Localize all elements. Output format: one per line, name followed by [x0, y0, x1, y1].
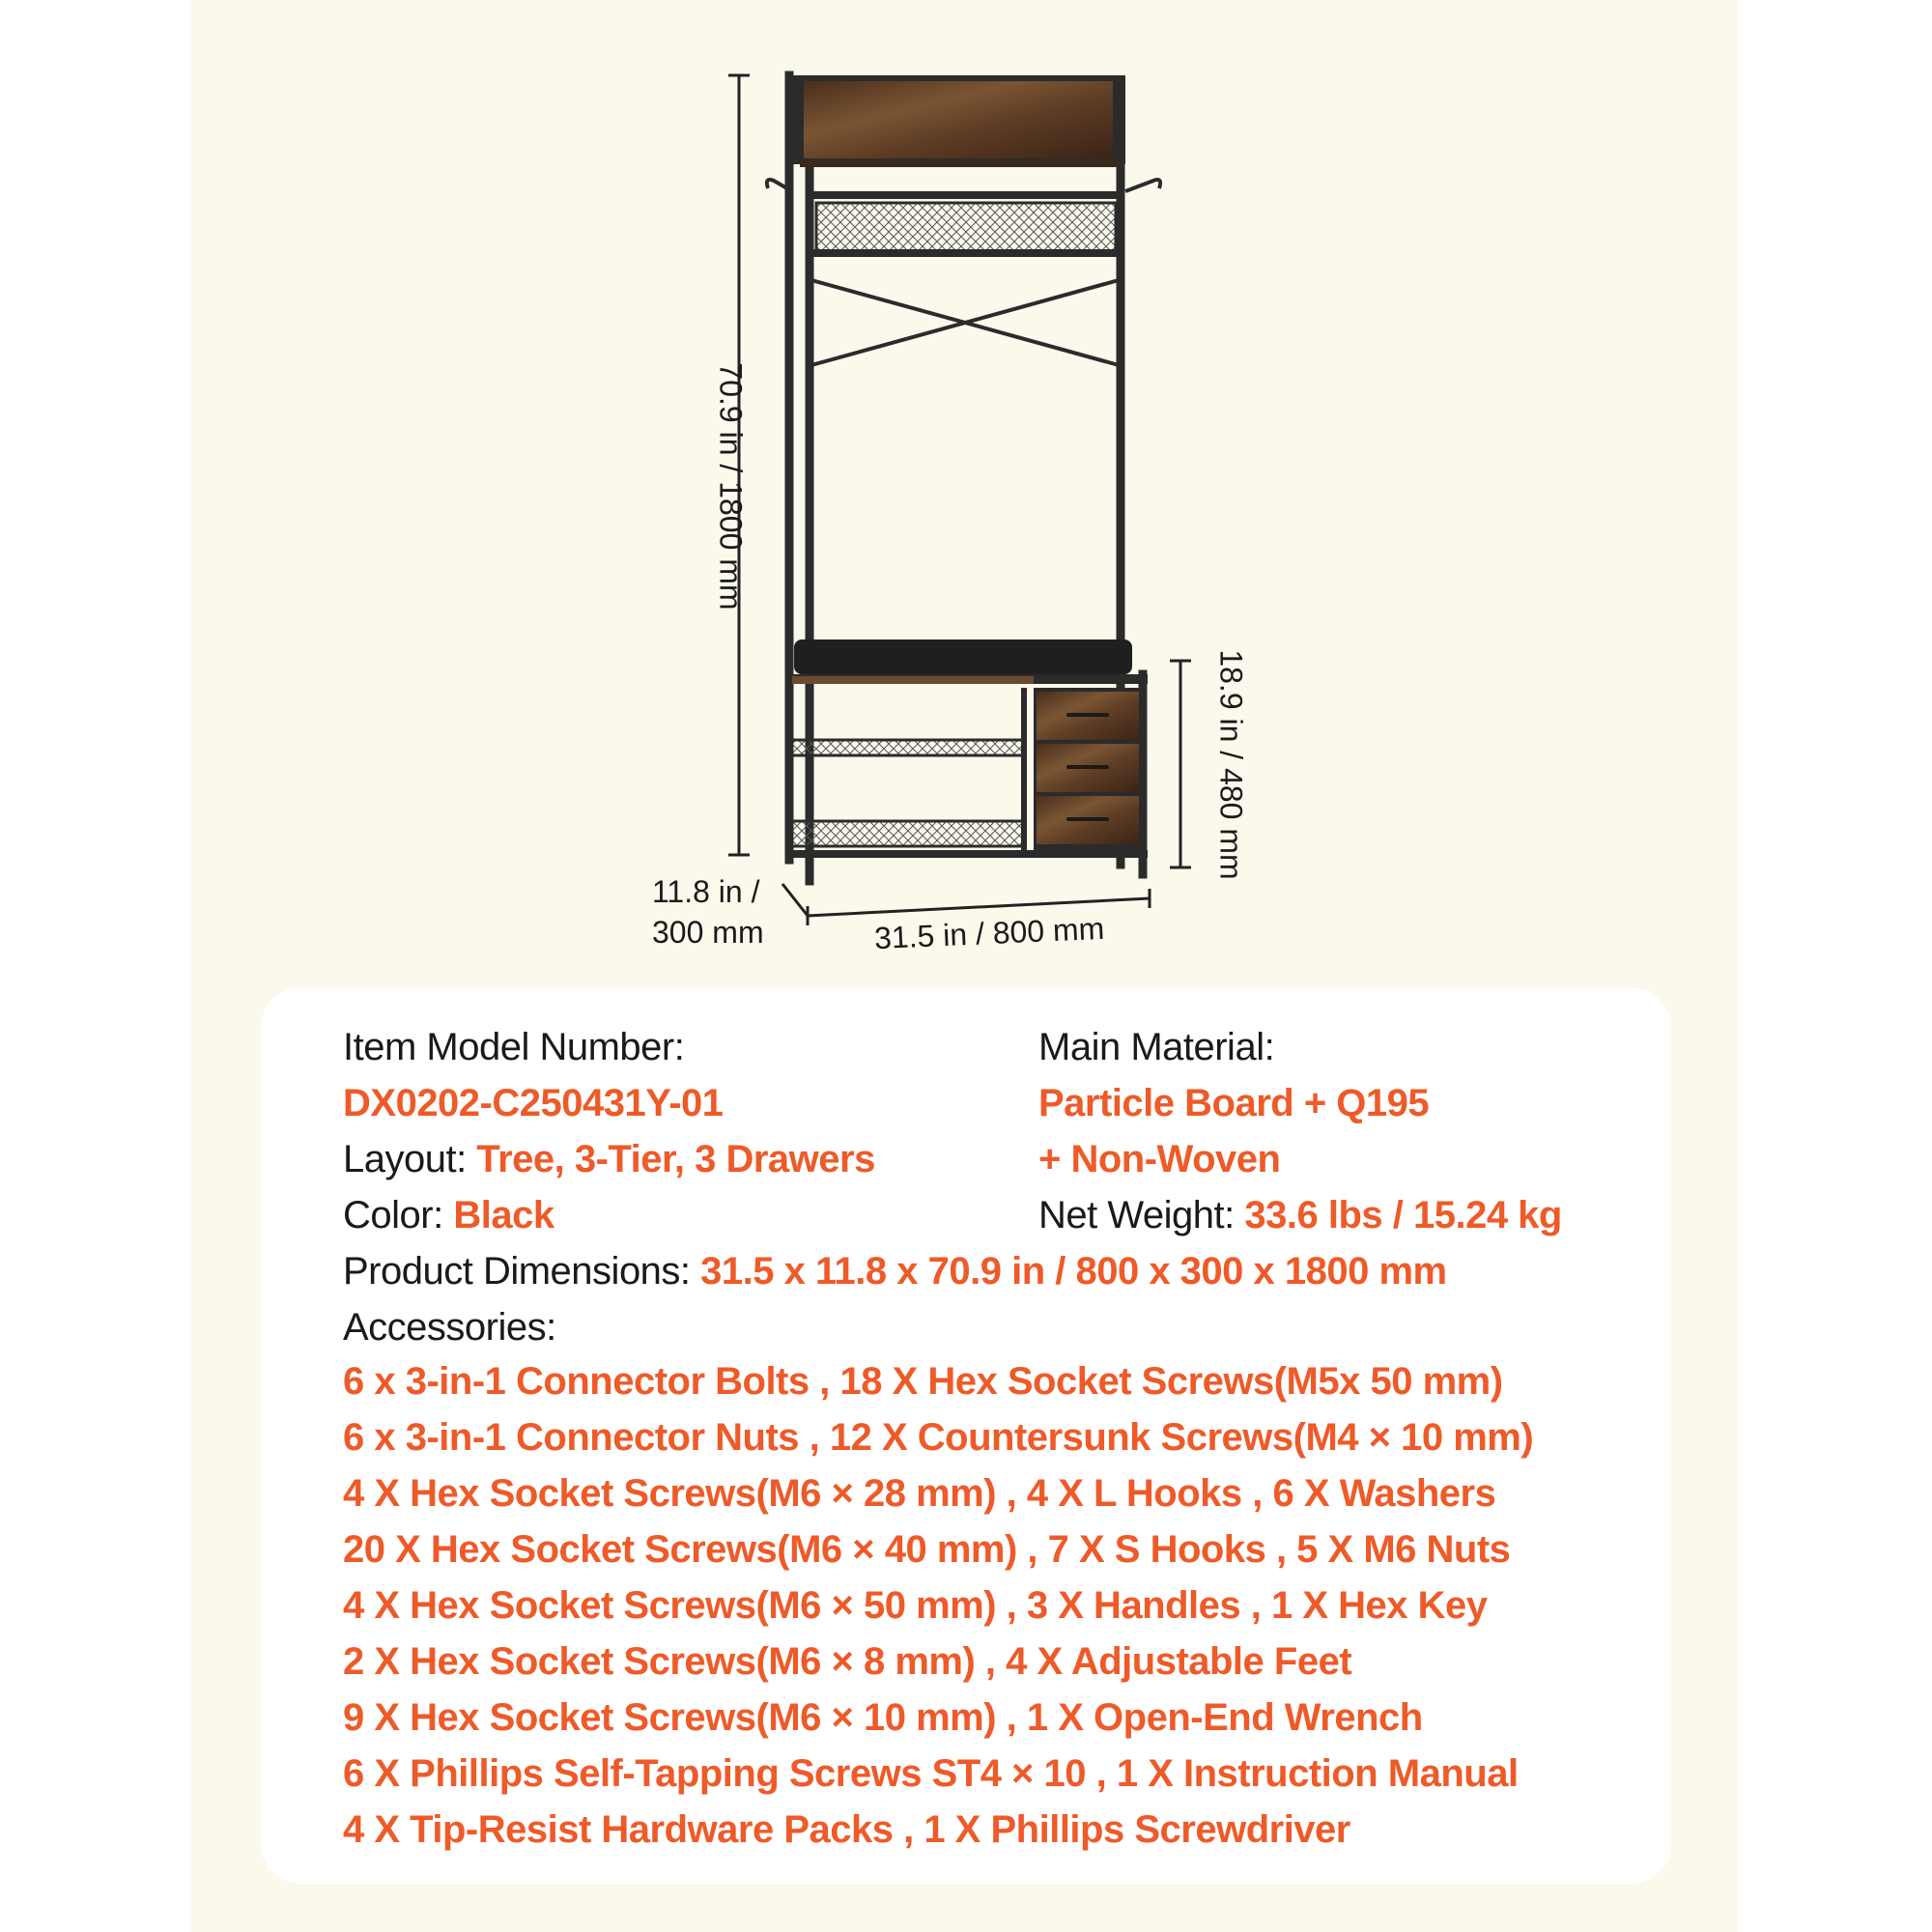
seat-height-label: 18.9 in / 480 mm [1213, 649, 1249, 880]
accessory-item: 6 x 3-in-1 Connector Nuts , 12 X Countersunk Screws(M4 × 10 mm) [343, 1416, 1534, 1459]
top-cubby [792, 75, 1125, 167]
accessories-list [343, 1353, 1533, 1858]
drawers [1034, 688, 1142, 850]
layout-row [343, 1131, 875, 1187]
accessory-item: 20 X Hex Socket Screws(M6 × 40 mm) , 7 X S Hooks , 5 X M6 Nuts [343, 1528, 1511, 1571]
weight-value: 33.6 lbs / 15.24 kg [1244, 1194, 1562, 1236]
base-bar [790, 850, 1148, 858]
color-row [343, 1187, 554, 1243]
depth-dimension-line [782, 884, 808, 916]
accessory-item: 9 X Hex Socket Screws(M6 × 10 mm) , 1 X Open-End Wrench [343, 1696, 1423, 1739]
material-value-line2: + Non-Woven [1038, 1138, 1281, 1180]
height-label: 70.9 in / 1800 mm [713, 362, 749, 611]
material-value-line1: Particle Board + Q195 [1038, 1082, 1430, 1124]
accessory-item: 4 X Tip-Resist Hardware Packs , 1 X Phillips Screwdriver [343, 1808, 1350, 1851]
dimensions-value: 31.5 x 11.8 x 70.9 in / 800 x 300 x 1800 mm [700, 1250, 1447, 1293]
accessory-item: 4 X Hex Socket Screws(M6 × 28 mm) , 4 X L Hooks , 6 X Washers [343, 1472, 1496, 1515]
x-brace [811, 280, 1119, 365]
shoe-shelves [792, 688, 1024, 850]
accessory-item: 4 X Hex Socket Screws(M6 × 50 mm) , 3 X Handles , 1 X Hex Key [343, 1584, 1488, 1627]
accessory-item: 2 X Hex Socket Screws(M6 × 8 mm) , 4 X Adjustable Feet [343, 1640, 1352, 1683]
color-value: Black [453, 1194, 554, 1236]
layout-value: Tree, 3-Tier, 3 Drawers [476, 1138, 875, 1180]
depth-label-line1: 11.8 in / [652, 874, 760, 909]
accessories-label: Accessories: [343, 1306, 556, 1349]
accessory-item: 6 x 3-in-1 Connector Bolts , 18 X Hex Socket Screws(M5x 50 mm) [343, 1360, 1503, 1403]
depth-label-line2: 300 mm [652, 915, 764, 950]
layout-label: Layout: [343, 1138, 467, 1180]
accessory-item: 6 X Phillips Self-Tapping Screws ST4 × 10 , 1 X Instruction Manual [343, 1752, 1519, 1795]
width-label: 31.5 in / 800 mm [873, 910, 1105, 956]
model-number-label: Item Model Number: [343, 1026, 685, 1068]
weight-label: Net Weight: [1038, 1194, 1235, 1236]
dimensions-row [343, 1243, 1447, 1299]
dimensions-label: Product Dimensions: [343, 1250, 691, 1293]
hook-bar [767, 180, 1160, 257]
color-label: Color: [343, 1194, 443, 1236]
seat-cushion [790, 639, 1148, 684]
weight-row [1038, 1187, 1562, 1243]
model-number-value: DX0202-C250431Y-01 [343, 1082, 724, 1124]
seat-height-dimension-line [1170, 661, 1191, 867]
material-label: Main Material: [1038, 1026, 1275, 1068]
